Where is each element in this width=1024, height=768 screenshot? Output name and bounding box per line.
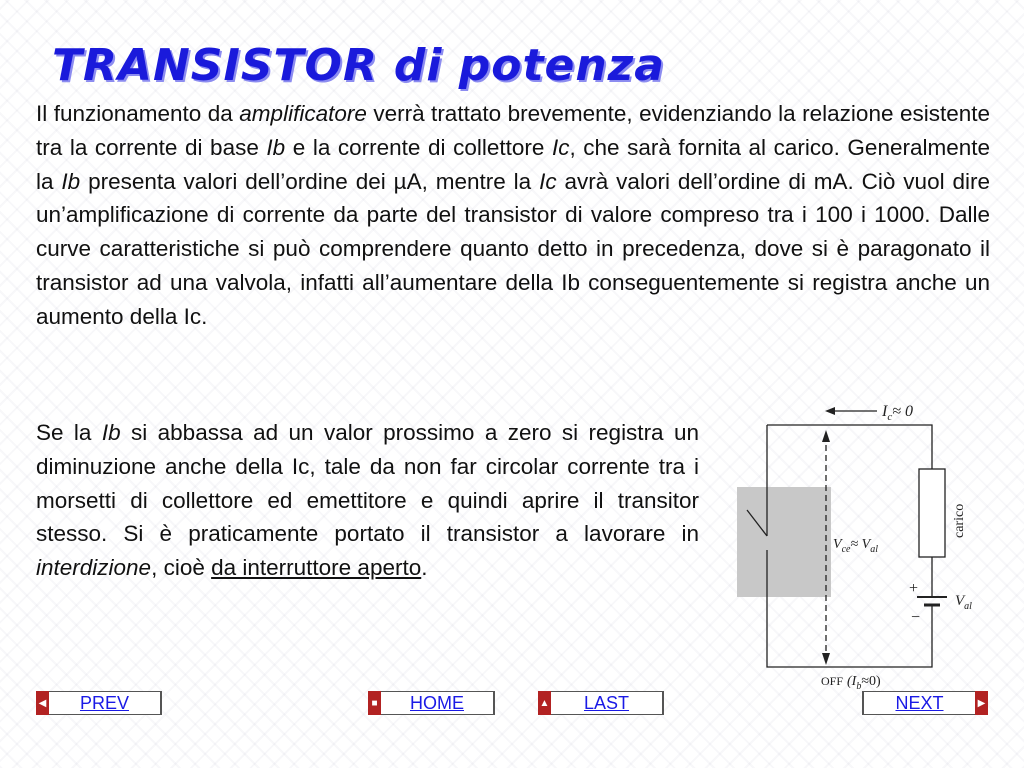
intro-text: Il funzionamento da (36, 101, 240, 126)
cutoff-text: , cioè (151, 555, 212, 581)
intro-text: e la corrente di collettore (285, 134, 552, 160)
load-resistor (919, 469, 945, 557)
term-ib: Ib (266, 134, 286, 160)
home-square-icon: ■ (368, 691, 381, 715)
term-interdizione: interdizione (36, 555, 152, 581)
top-wire (767, 425, 932, 469)
term-ib: Ib (61, 168, 81, 194)
battery-minus-sign: − (911, 609, 921, 626)
ic-arrow-head (825, 407, 835, 415)
open-switch-link[interactable]: da interruttore aperto (211, 555, 422, 581)
vce-label: $V_{ce}\approx V_{al}$ (833, 537, 878, 555)
supply-voltage-label: $V_{al}$ (955, 593, 972, 612)
title-main: TRANSISTOR (52, 40, 378, 91)
term-ic: Ic (539, 168, 557, 194)
intro-text: avrà valori dell’ordine di mA. Ciò vuol dire un’amplificazione di corrente da parte del transistor di valore compreso tra i 100 i 1000. Dalle curve caratteristiche si può comprendere quanto detto in precedenza, dove si è paragonato il transistor ad una valvola, infatti all’aumentare della Ib conseguentemente si registra anche un aumento della Ic. (36, 168, 990, 329)
next-label: NEXT (864, 691, 975, 715)
home-button[interactable] (368, 691, 495, 715)
cutoff-text: si abbassa ad un valor prossimo a zero si registra un diminuzione anche della Ic, tale da non far circolar corrente tra i morsetti di collettore ed emettitore e quindi aprire il transitor stesso. Si è praticamente portato il transistor a lavorare in (36, 420, 699, 547)
prev-label: PREV (49, 691, 160, 715)
prev-button[interactable] (36, 691, 162, 715)
arrow-right-icon: ▶ (975, 691, 988, 715)
arrow-left-icon: ◀ (36, 691, 49, 715)
cutoff-text: . (421, 555, 428, 581)
intro-text: presenta valori dell’ordine dei µA, mentre la (80, 168, 540, 194)
open-switch-circuit-diagram (737, 400, 987, 690)
vce-arrow-up (822, 430, 830, 442)
last-button[interactable] (538, 691, 664, 715)
title-rest: di potenza (393, 40, 665, 91)
off-state-label: OFF $(I_b\approx 0)$ (821, 674, 881, 690)
vce-arrow-down (822, 653, 830, 665)
home-label: HOME (381, 691, 493, 715)
term-amplificatore: amplificatore (239, 101, 367, 126)
last-label: LAST (551, 691, 662, 715)
term-ib: Ib (101, 420, 121, 445)
page-title (52, 40, 665, 91)
term-ic: Ic (551, 134, 570, 160)
transistor-box (737, 487, 831, 597)
next-button[interactable] (862, 691, 988, 715)
button-edge (662, 691, 664, 715)
cutoff-text: Se la (36, 420, 102, 445)
intro-text: , che sarà fornita al carico. Generalmente la (36, 134, 991, 194)
load-label: carico (952, 503, 967, 538)
intro-text: verrà trattato brevemente, evidenziando la relazione esistente tra la corrente di base (36, 101, 990, 160)
button-edge (493, 691, 495, 715)
arrow-up-icon: ▲ (538, 691, 551, 715)
button-edge (160, 691, 162, 715)
intro-paragraph (36, 97, 990, 334)
cutoff-paragraph (36, 416, 699, 585)
battery-plus-sign: + (909, 580, 919, 597)
ic-label: $I_c\approx 0$ (882, 403, 913, 423)
